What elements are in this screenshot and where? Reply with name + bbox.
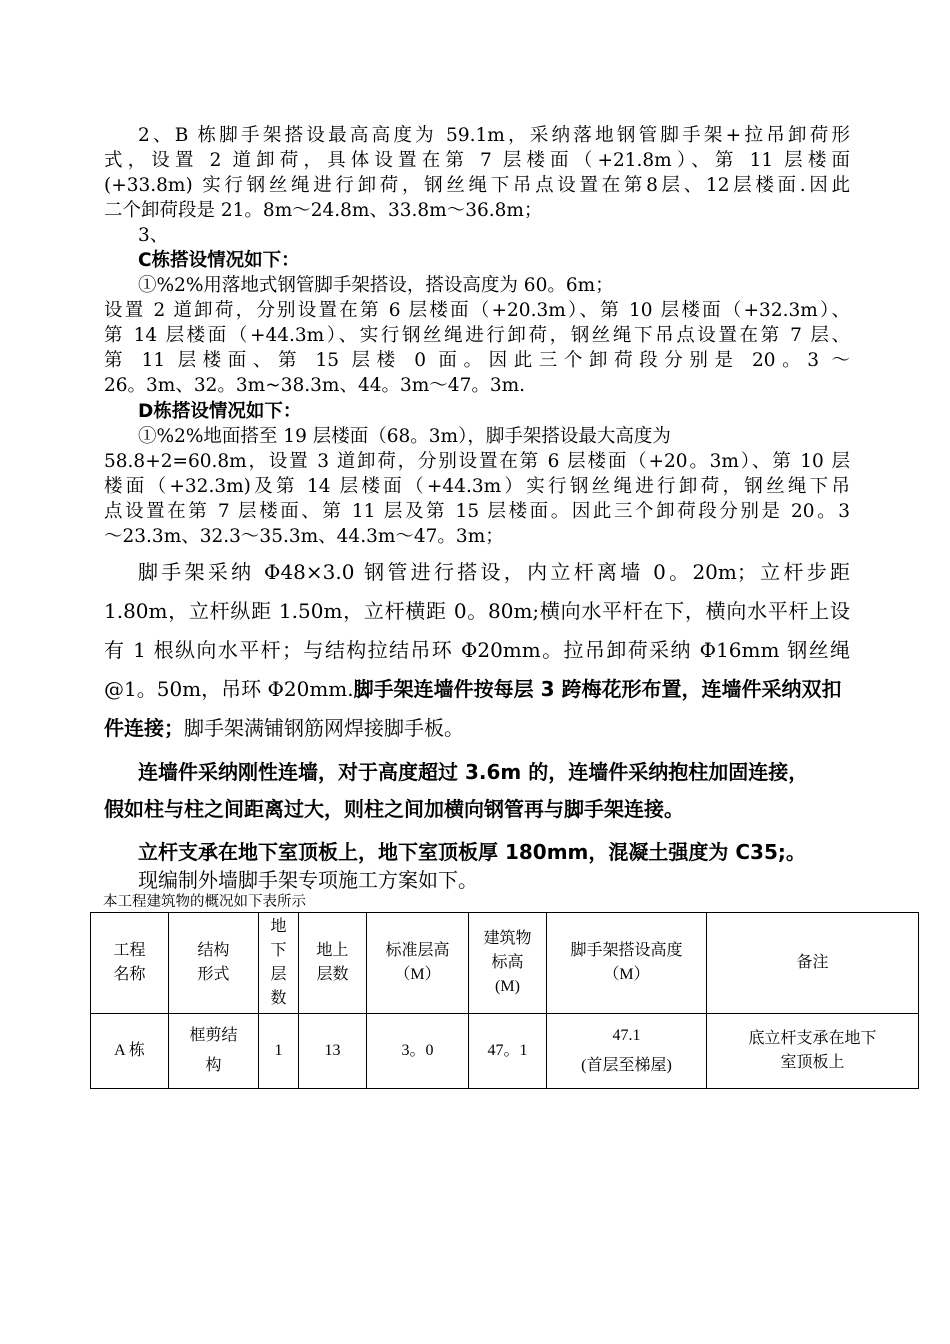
paragraph-line: 二个卸荷段是 21。8m～24.8m、33.8m～36.8m； xyxy=(104,200,543,221)
bold-paragraph-line: 立杆支承在地下室顶板上，地下室顶板厚 180mm，混凝土强度为 C35;。 xyxy=(138,840,806,864)
header-cell: 地 下 层 数 xyxy=(259,913,299,1014)
paragraph-line: 第 11 层楼面、第 15 层楼 0 面。因此三个卸荷段分别是 20。3 ～ xyxy=(104,350,850,371)
paragraph-line: ①%2%地面搭至 19 层楼面（68。3m），脚手架搭设最大高度为 xyxy=(138,426,671,447)
building-info-table xyxy=(90,912,919,1089)
header-cell: 建筑物 标高 (M) xyxy=(469,913,547,1014)
paragraph-line: 点设置在第 7 层楼面、第 11 层及第 15 层楼面。因此三个卸荷段分别是 20。3 xyxy=(104,501,850,522)
table-cell: 13 xyxy=(299,1014,367,1089)
paragraph-line: ①%2%用落地式钢管脚手架搭设，搭设高度为 60。6m； xyxy=(138,275,614,296)
header-cell: 结构 形式 xyxy=(169,913,259,1014)
paragraph-line: 脚手架采纳 Φ48×3.0 钢管进行搭设，内立杆离墙 0。20m；立杆步距 xyxy=(138,560,850,584)
section-heading-c: C栋搭设情况如下： xyxy=(138,250,300,271)
section-heading-d: D栋搭设情况如下： xyxy=(138,401,302,422)
paragraph-line: (+33.8m) 实行钢丝绳进行卸荷，钢丝绳下吊点设置在第8层、12层楼面.因此 xyxy=(104,175,850,196)
paragraph-line: 1.80m，立杆纵距 1.50m，立杆横距 0。80m;横向水平杆在下，横向水平杆上设 xyxy=(104,599,850,623)
table-cell: 47。1 xyxy=(469,1014,547,1089)
table-cell: 框剪结 构 xyxy=(169,1014,259,1089)
paragraph-line: 式，设置 2 道卸荷，具体设置在第 7 层楼面（+21.8m）、第 11 层楼面 xyxy=(104,150,850,171)
header-cell: 备注 xyxy=(707,913,919,1014)
table-cell: 1 xyxy=(259,1014,299,1089)
table-header-row xyxy=(91,913,919,1014)
paragraph-line: 设置 2 道卸荷，分别设置在第 6 层楼面（+20.3m）、第 10 层楼面（+32.3m）、 xyxy=(104,300,850,321)
table-cell: 3。0 xyxy=(367,1014,469,1089)
bold-paragraph-line: 连墙件采纳刚性连墙，对于高度超过 3.6m 的，连墙件采纳抱柱加固连接， xyxy=(138,760,809,784)
paragraph-text: 脚手架满铺钢筋网焊接脚手板。 xyxy=(184,716,464,740)
paragraph-line: 现编制外墙脚手架专项施工方案如下。 xyxy=(138,868,478,892)
emphasis-text: 件连接； xyxy=(104,716,184,740)
paragraph-line: 26。3m、32。3m~38.3m、44。3m～47。3m. xyxy=(104,375,526,396)
paragraph-line: 楼面（+32.3m)及第 14 层楼面（+44.3m）实行钢丝绳进行卸荷，钢丝绳下吊 xyxy=(104,476,850,497)
header-cell: 标准层高 （M） xyxy=(367,913,469,1014)
table-caption: 本工程建筑物的概况如下表所示 xyxy=(103,894,306,910)
header-cell: 工程 名称 xyxy=(91,913,169,1014)
paragraph-line: 58.8+2=60.8m，设置 3 道卸荷，分别设置在第 6 层楼面（+20。3m）、第 10 层 xyxy=(104,451,850,472)
paragraph-text: @1。50m，吊环 Φ20mm. xyxy=(104,677,354,701)
paragraph-line: 第 14 层楼面（+44.3m）、实行钢丝绳进行卸荷，钢丝绳下吊点设置在第 7 层、 xyxy=(104,325,850,346)
paragraph-line: 3、 xyxy=(138,225,169,246)
paragraph-line: ～23.3m、32.3～35.3m、44.3m～47。3m； xyxy=(104,526,504,547)
paragraph-line: 2、B 栋脚手架搭设最高高度为 59.1m，采纳落地钢管脚手架+拉吊卸荷形 xyxy=(138,125,850,146)
emphasis-text: 脚手架连墙件按每层 3 跨梅花形布置，连墙件采纳双扣 xyxy=(353,677,842,701)
table-row xyxy=(91,1014,919,1089)
bold-paragraph-line: 假如柱与柱之间距离过大，则柱之间加横向钢管再与脚手架连接。 xyxy=(104,797,684,821)
paragraph-line xyxy=(104,675,850,703)
paragraph-line: 有 1 根纵向水平杆；与结构拉结吊环 Φ20mm。拉吊卸荷采纳 Φ16mm 钢丝绳 xyxy=(104,638,850,662)
table-cell: 底立杆支承在地下 室顶板上 xyxy=(707,1014,919,1089)
table-cell: A 栋 xyxy=(91,1014,169,1089)
header-cell: 脚手架搭设高度 （M） xyxy=(547,913,707,1014)
header-cell: 地上 层数 xyxy=(299,913,367,1014)
table-cell: 47.1 (首层至梯屋) xyxy=(547,1014,707,1089)
paragraph-line xyxy=(104,714,850,742)
